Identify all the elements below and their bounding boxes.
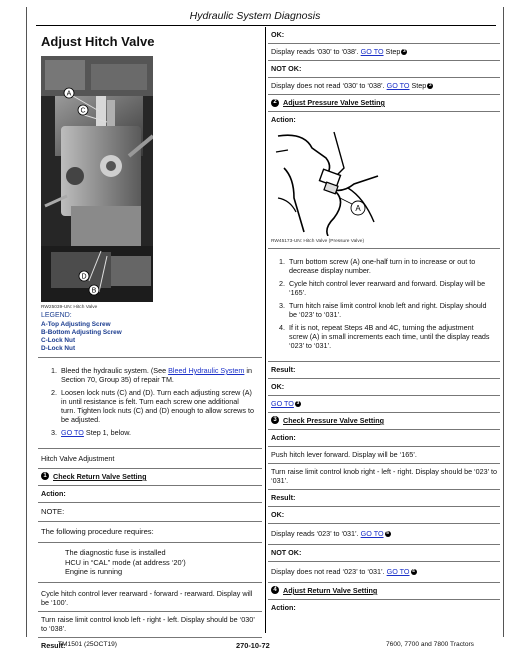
step-item: 3. Turn hitch raise limit control knob left and right. Display should be ‘023’ to ‘031’. <box>287 301 493 319</box>
callout-b <box>89 285 99 295</box>
not-ok-result: Display does not read ‘030’ to ‘038’. GO TO Step 2 <box>268 78 500 95</box>
svg-text:A: A <box>355 204 361 213</box>
footer-product: 7600, 7700 and 7800 Tractors <box>386 641 474 648</box>
hitch-valve-illustration <box>41 56 153 302</box>
ok-label: OK: <box>268 507 500 524</box>
action-text: Cycle hitch control lever rearward - forward - rearward. Display will be ‘100’. <box>38 583 262 612</box>
svg-text:C: C <box>80 107 86 115</box>
go-to-step-3-link[interactable]: GO TO <box>360 47 384 56</box>
go-to-step-5-link[interactable]: GO TO <box>360 528 384 538</box>
step-number-badge: 1 <box>41 472 49 480</box>
callout-a <box>64 88 74 98</box>
section-1-title: Check Return Valve Setting <box>53 471 147 481</box>
action-label: Action: <box>38 486 262 503</box>
not-ok-label: NOT OK: <box>268 545 500 562</box>
callout-c <box>78 105 88 115</box>
step-item: 4. If it is not, repeat Steps 4B and 4C, turning the adjustment screw (A) in small increments each time, until the display reads ‘023’ to ‘031’. <box>287 323 493 350</box>
legend-item: D-Lock Nut <box>41 344 76 352</box>
section-4-heading <box>268 583 500 600</box>
section-2-action <box>268 112 500 249</box>
section-2-title: Adjust Pressure Valve Setting <box>283 98 385 107</box>
page-header-title: Hydraulic System Diagnosis <box>189 10 321 22</box>
callout-a <box>351 201 365 215</box>
result-label: Result: <box>41 640 66 650</box>
header-rule <box>36 25 496 26</box>
step-item: 1. Turn bottom screw (A) one-half turn in to increase or out to decrease display number. <box>287 257 493 275</box>
figure-caption: RW45173-UN: Hitch Valve (Pressure Valve) <box>271 239 365 244</box>
ok-result: Display reads ‘023’ to ‘031’. GO TO 5 <box>268 524 500 545</box>
step-number-badge: 3 <box>296 401 300 407</box>
callout-d <box>79 271 89 281</box>
pressure-valve-illustration <box>274 128 388 236</box>
result-label: Result: <box>268 362 500 379</box>
ok-label: OK: <box>268 379 500 396</box>
action-text: Turn raise limit control knob left - right - left. Display should be ‘030’ to ‘038’. <box>38 612 262 638</box>
step-number-badge: 3 <box>403 49 406 55</box>
column-divider <box>265 27 266 633</box>
requirement-item: HCU in “CAL” mode (at address ‘20’) <box>65 557 186 567</box>
ok-result: Display reads ‘030’ to ‘038’. GO TO Step 3 <box>268 44 500 61</box>
action-label: Action: <box>271 602 296 612</box>
not-ok-result: Display does not read ‘023’ to ‘031’. GO TO 4 <box>268 562 500 583</box>
legend-item: A-Top Adjusting Screw <box>41 320 111 328</box>
hitch-valve-photo <box>41 56 153 302</box>
section-3-title: Check Pressure Valve Setting <box>283 415 385 425</box>
note-label: NOTE: <box>38 503 262 522</box>
step-item: 3. GO TO Step 1, below. <box>59 428 255 437</box>
section-3-heading <box>268 413 500 430</box>
procedure-steps <box>38 358 262 449</box>
bleed-hydraulic-system-link[interactable]: Bleed Hydraulic System <box>168 365 245 375</box>
procedure-intro: The following procedure requires: <box>38 522 262 542</box>
legend-item: B-Bottom Adjusting Screw <box>41 328 122 336</box>
result-go-to <box>268 396 500 413</box>
section-2-heading <box>268 95 500 112</box>
step-number-badge: 2 <box>271 99 279 107</box>
action-label: Action: <box>271 115 296 124</box>
footer-page-number: 270-10-72 <box>236 641 270 650</box>
step-item: 2. Cycle hitch control lever rearward and forward. Display will be ‘165’. <box>287 279 493 297</box>
subtitle: Hitch Valve Adjustment <box>38 449 262 469</box>
legend-item: C-Lock Nut <box>41 336 76 344</box>
step-number-badge: 4 <box>412 569 415 575</box>
svg-text:B: B <box>91 287 97 295</box>
photo-caption: RW25039-UN: Hitch Valve <box>41 305 98 311</box>
requirements-list <box>38 543 262 583</box>
step-item: 2. Loosen lock nuts (C) and (D). Turn each adjusting screw (A) in until resistance is felt. Turn each screw one additional turn. Tighten lock nuts (C) and (D) enough to allow screws to be adjusted. <box>59 388 255 424</box>
svg-text:D: D <box>81 273 87 281</box>
step-number-badge: 4 <box>271 586 279 594</box>
section-title: Adjust Hitch Valve <box>41 34 155 49</box>
action-text: Turn raise limit control knob right - left - right. Display should be ‘023’ to ‘031’. <box>268 464 500 490</box>
result-label: Result: <box>268 490 500 507</box>
go-to-step-4-link[interactable]: GO TO <box>386 566 410 576</box>
pressure-valve-figure <box>274 128 388 236</box>
go-to-step-3-link[interactable]: GO TO <box>271 398 294 408</box>
svg-text:A: A <box>66 90 72 98</box>
step-item: 1. Bleed the hydraulic system. (See Bleed Hydraulic System in Section 70, Group 35) of repair TM. <box>59 366 255 384</box>
action-label: Action: <box>268 430 500 447</box>
left-column <box>38 27 262 654</box>
legend-title: LEGEND: <box>41 312 72 320</box>
not-ok-label: NOT OK: <box>268 61 500 78</box>
right-column <box>268 27 500 616</box>
step-number-badge: 3 <box>271 416 279 424</box>
section-1-heading <box>38 469 262 486</box>
legend <box>38 312 262 358</box>
go-to-step-1-link[interactable]: GO TO <box>61 427 84 437</box>
ok-label: OK: <box>268 27 500 44</box>
footer-doc-id: TM1501 (25OCT19) <box>58 641 117 648</box>
requirement-item: The diagnostic fuse is installed <box>65 547 166 557</box>
section-2-steps <box>268 249 500 362</box>
section-4-title: Adjust Return Valve Setting <box>283 585 378 595</box>
step-number-badge: 2 <box>428 83 432 89</box>
step-number-badge: 5 <box>386 531 389 537</box>
go-to-step-2-link[interactable]: GO TO <box>386 81 410 90</box>
requirement-item: Engine is running <box>65 567 123 577</box>
action-text: Push hitch lever forward. Display will be ‘165’. <box>268 447 500 464</box>
